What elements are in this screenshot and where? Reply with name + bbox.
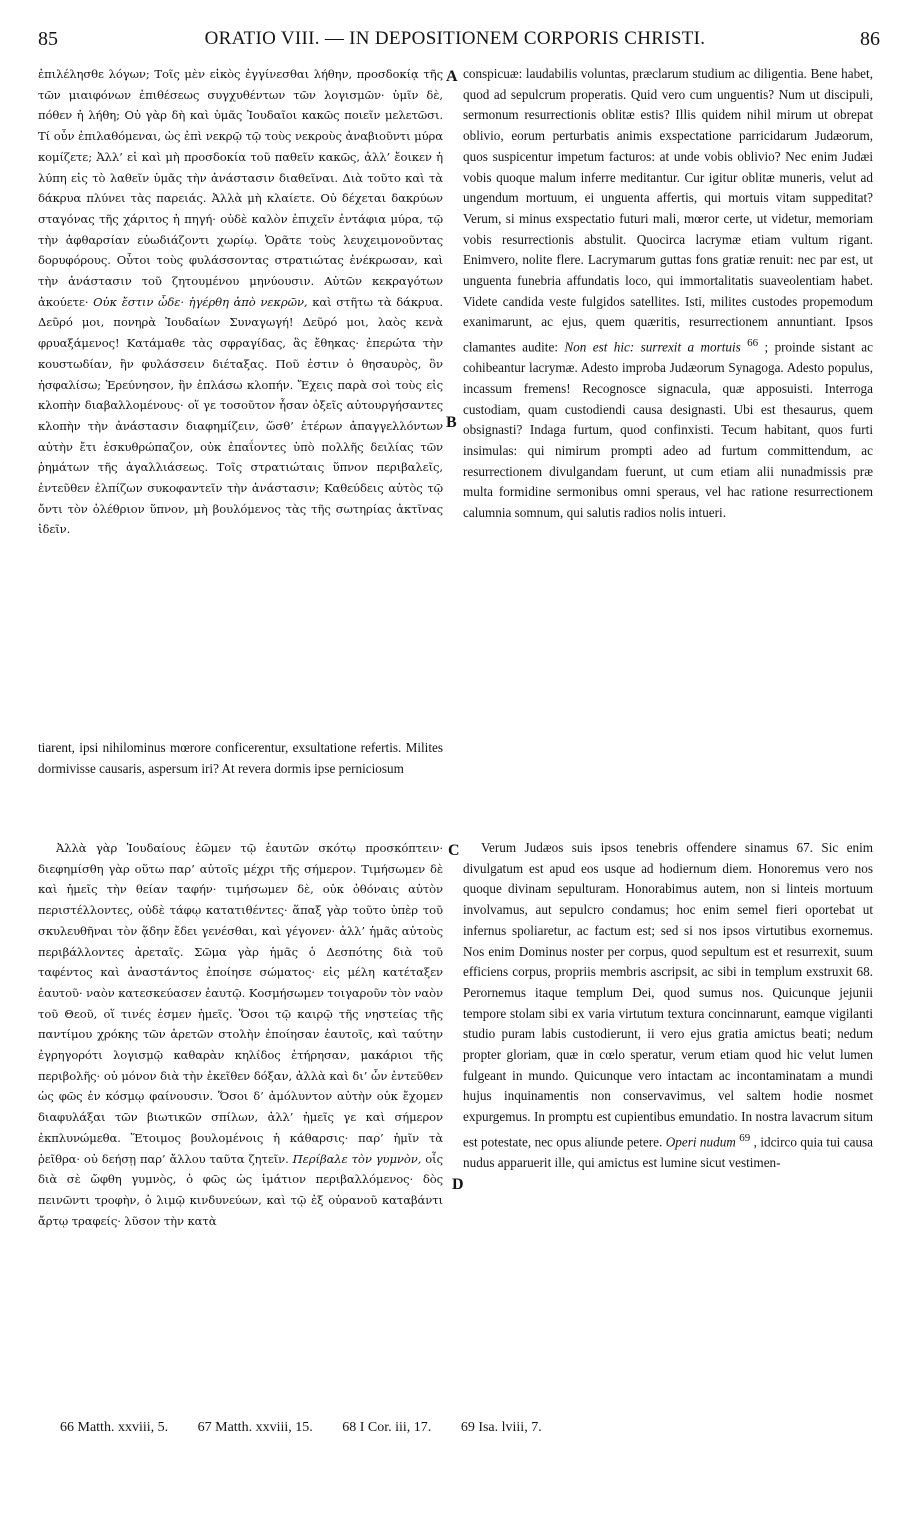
greek-text: ἐπιλέλησθε λόγων; Τοῖς μὲν εἰκὸς ἐγγίνεσθαι λήθην, προσδοκίᾳ τῆς τῶν μιαιφόνων ἐπιθέσεως συγχυθέντων τῶν λογισμῶν· ὑμῖν δὲ, πόθεν ἡ λήθη; Οὐ γὰρ δὴ καὶ ὑμᾶς Ἰουδαῖοι κακῶς ποιεῖν μελετῶσι. Τί οὖν ἐπιλαθόμεναι, ὡς ἐπὶ νεκρῷ τῷ τοὺς νεκροὺς ἀναβιοῦντι μύρα κομίζετε; Ἀλλ’ εἰ καὶ μὴ προσδοκία τοῦ παθεῖν κακῶς, ἀλλ’ ἔοικεν ἡ λύπη εἰς τὸ λαθεῖν ὑμᾶς τὴν ἀνάστασιν διαθεῖναι. Διὰ τοῦτο καὶ τὰ δάκρυα πλύνει τὰς παρειάς. Ἀλλὰ μὴ κλαίετε. Οὐ δέχεται δακρύων σταγόνας τῆς χάριτος ἡ πηγή· οὐδὲ καλὸν ἐπιχεῖν ἐντάφια μύρα, τῷ τὴν ἀφθαρσίαν εὐωδιάζοντι χωρίῳ. Ὁρᾶτε τοὺς λευχειμονοῦντας δορυφόρους. Οὗτοι τοὺς φυλάσσοντας στρατιώτας ἐνέκρωσαν, καὶ τὴν ἀνάστασιν τοῦ ζητουμένου μηνύουσιν. Αὐτῶν κεκραγότων ἀκούετε· [38,67,443,309]
margin-marker-d: D [452,1176,464,1193]
page-number-right: 86 [860,28,880,50]
latin-column-lower [463,838,873,1420]
latin-quote: Non est hic: surrexit a mortuis [564,339,741,355]
page-number-left: 85 [38,28,58,50]
running-title: ORATIO VIII. — IN DEPOSITIONEM CORPORIS CHRISTI. [204,28,706,49]
greek-text: οἷς διὰ σὲ ὤφθη γυμνὸς, ὁ φῶς ὡς ἱμάτιον περιβαλλόμενος· δὸς πεινῶντι τροφὴν, ὁ λιμῷ κινδυνεύων, καὶ τῷ ἐξ οὐρανοῦ καταβάντι ἄρτῳ τραφείς· λῦσον τὴν κατὰ [38,1151,443,1228]
greek-paragraph [38,838,443,1231]
footnotes [60,1420,840,1436]
latin-text: Verum Judæos suis ipsos tenebris offendere sinamus 67. Sic enim divulgatum est apud eos usque ad hodiernum diem. Honoremus vero nos quoque divinam sepulturam. Honorabimus autem, non si linteis mortuum involvamus, aut sepulcro condamus; hoc enim semel fieri oportebat ut infernus spoliaretur, ac factum est; sed si nos ipsos virtutibus exornemus. Nos enim Dominus noster per corpus, quod sepultum est et resurrexit, suum efficiens corpus, propriis membris ascripsit, ac sibi in templum exstruxit 68. Perornemus itaque templum Dei, quod sumus nos. Quicunque jejunii tempore stolam sibi ex varia virtutum textura concinnarunt, eamque vigilanti studio puram labis custodierunt, ii vero ejus gratia amictus beati; nedum propter gloriam, quæ in cœlo speratur, verum etiam quod hic velut lumen fulgeant in mundo. Quicunque vero intactam ac incontaminatam a mundi hujus inquinamentis non conservavimus, vel saltem hodie nosmet expurgemus. In promptu est cupientibus emundatio. In nostra lavacrum situm est potestate, nec opus aliunde petere. [463,840,873,1150]
greek-text: Ἀλλὰ γὰρ Ἰουδαίους ἐῶμεν τῷ ἑαυτῶν σκότῳ προσκόπτειν· διεφημίσθη γὰρ οὕτω παρ’ αὐτοῖς μέχρι τῆς σήμερον. Τιμήσωμεν δὲ καὶ ἡμεῖς τὴν θείαν ταφήν· τιμήσωμεν δὲ, οὐκ ὀθόναις αὐτὸν περιστέλλοντες, οὐδὲ τάφῳ κατατιθέντες· ἅπαξ γὰρ τοῦτο ὑπὲρ τοῦ σκυλευθῆναι τὸν ᾅδην ἔδει γενέσθαι, καὶ γέγονεν· ἀλλ’ ἡμᾶς αὐτοὺς περιβάλλοντες ἀρεταῖς. Σῶμα γὰρ ἡμᾶς ὁ Δεσπότης διὰ τοῦ ταφέντος καὶ ἀναστάντος ἐποίησε σώματος· εἰς μέλη κατέταξεν ἑαυτοῦ· ναὸν κατεσκεύασεν ἑαυτῷ. Κοσμήσωμεν τοιγαροῦν τὸν ναὸν τοῦ Θεοῦ, οἵ τινές ἐσμεν ἡμεῖς. Ὅσοι τῷ καιρῷ τῆς νηστείας τῆς παντίμου χρόκης τῶν ἀρετῶν στολὴν ἐποίησαν ἑαυτοῖς, καὶ ταύτην ἐγρηγορότι λογισμῷ καθαρὰν κηλίδος ἐτήρησαν, μακάριοι τῆς περιβολῆς· οὐ μόνον διὰ τὴν ἐκεῖθεν δόξαν, ἀλλὰ καὶ δι’ ὧν ἐντεῦθεν ὡς φῶς ἐν κόσμῳ φαίνουσιν. Ὅσοι δ’ ἀμόλυντον αὐτὴν οὐκ ἔχομεν διαφυλάξαι τῶν βιωτικῶν σπίλων, ἀλλ’ ἡμεῖς γε καὶ σήμερον ἐκπλυνώμεθα. Ἕτοιμος βουλομένοις ἡ κάθαρσις· παρ’ ἡμῖν τὰ ῥεῖθρα· οὐ δεήσῃ παρ’ ἄλλου ταῦτα ζητεῖν. [38,841,443,1166]
latin-text: ; proinde sistant ac cohibeantur lacrymæ. Adesto improba Judæorum Synagoga. Adesto populus, incassum fremens! Recognosce signacula, quæ apposuisti. Interroga custodiam, quam custodiendi causa designasti. Ubi est thesaurus, quem obsignasti? Indaga furtum, quod confinxisti. Tecum habitant, quos furti insimulas: qui nimirum prompti adeo ad furtum committendum, ac resurrectionem divulgandam fuerunt, ut cum etiam alii nunadmissis præ multa formidine sermonibus omni speraus, vel hac ratione resurrectionem calumnia somnum, qui salutis radios nolis intueri. [463,339,873,521]
footnote: 67 Matth. xxviii, 15. [197,1420,313,1435]
greek-column-lower [38,838,443,1420]
greek-quote: Οὐκ ἔστιν ὧδε· ἠγέρθη ἀπὸ νεκρῶν, [93,294,308,309]
latin-quote: Operi nudum [665,1134,736,1150]
greek-quote: Περίβαλε τὸν γυμνὸν, [292,1151,422,1166]
greek-paragraph [38,64,443,540]
latin-text: , idcirco quia tui causa nudus apparuerit ille, qui amictus est lumine sicut vestimen- [463,1134,873,1170]
latin-paragraph [463,64,873,524]
page-header [30,28,880,56]
footnote: 69 Isa. lviii, 7. [460,1420,542,1435]
footnote: 68 I Cor. iii, 17. [342,1420,432,1435]
margin-marker-b: B [446,414,457,431]
latin-paragraph [463,838,873,1174]
footnote: 66 Matth. xxviii, 5. [60,1420,169,1435]
latin-continuation [38,738,443,779]
latin-column-upper [463,64,873,834]
latin-text: conspicuæ: laudabilis voluntas, præclarum studium ac diligentia. Bene habet, quod ad sepulcrum properatis. Quid vero cum unguentis? Num ut discipuli, sermonum resurrectionis oblitæ estis? Illis quidem nihil mirum ut obrepat oblivio, eorum perturbatis animis exspectatione parricidarum Judæorum, quos suspicentur impetum facturos: at unde vobis oblivio? Nec enim Judæi vobis quoque malum inferre meditantur. Cur igitur oblitæ muneris, velut ad ungendum mortuum, ei unguenta affertis, qui mortuis vitam suppeditat? Verum, si minus exspectatio futuri mali, mœror certe, ut videtur, memoriam vobis resurrectionis abstulit. Quocirca lacrymæ etiam vultum rigant. Enimvero, nolite flere. Lacrymarum guttas fons gratiæ renuit: nec par est, ut unguenta funebria affundatis loco, qui immortalitatis suaveolentiam habet. Videte candida veste fulgidos satellites. Isti, milites custodes propemodum exanimarunt, ac ejus, quem quæritis, resurrectionem annuntiant. Ipsos clamantes audite: [463,66,873,355]
greek-column-upper [38,64,443,704]
margin-marker-c: C [448,842,460,859]
footnote-ref: 69 [739,1131,751,1144]
greek-text: καὶ στῆτω τὰ δάκρυα. Δεῦρό μοι, πονηρὰ Ἰουδαίων Συναγωγή! Δεῦρό μοι, λαὸς κενὰ φρυαξάμενος! Κατάμαθε τὰς σφραγίδας, ἃς ἔθηκας· ἐπερώτα τὴν κουστωδίαν, ἣν φυλάσσειν διέταξας. Ποῦ ἐστιν ὁ θησαυρὸς, ὃν ἠσφαλίσω; Ἐρεύνησον, ἣν ἐπλάσω κλοπήν. Ἔχεις παρὰ σοὶ τοὺς εἰς κλοπὴν διαβαλλομένους· οἵ γε τοσοῦτον ἦσαν ὀξεῖς αὐτουργήσαντες κλοπὴν τὴν ἀνάστασιν διαφημίζειν, ὥσθ’ ἑτέρων ἀπαγγελλόντων αὐτὴν ἔτι ἐσκυθρώπαζον, οὐκ ἐπαΐοντες ὑπὸ πολλῆς δειλίας τῶν ῥημάτων τῆς ἀγαλλιάσεως. Τοῖς στρατιώταις ὕπνον περιβαλεῖς, ἐντεῦθεν ἐλπίζων συκοφαντεῖν τὴν ἀνάστασιν; Καθεύδεις αὐτὸς τῷ ὄντι τὸν ὀλέθριον ὕπνον, μὴ βουλόμενος τὰς τῆς σωτηρίας ἀκτῖνας ἰδεῖν. [38,294,443,537]
latin-text: tiarent, ipsi nihilominus mœrore conficerentur, exsultatione refertis. Milites dormivisse causaris, aspersum iri? At revera dormis ipse perniciosum [38,740,443,776]
margin-marker-a: A [446,68,458,85]
footnote-ref: 66 [747,337,759,350]
